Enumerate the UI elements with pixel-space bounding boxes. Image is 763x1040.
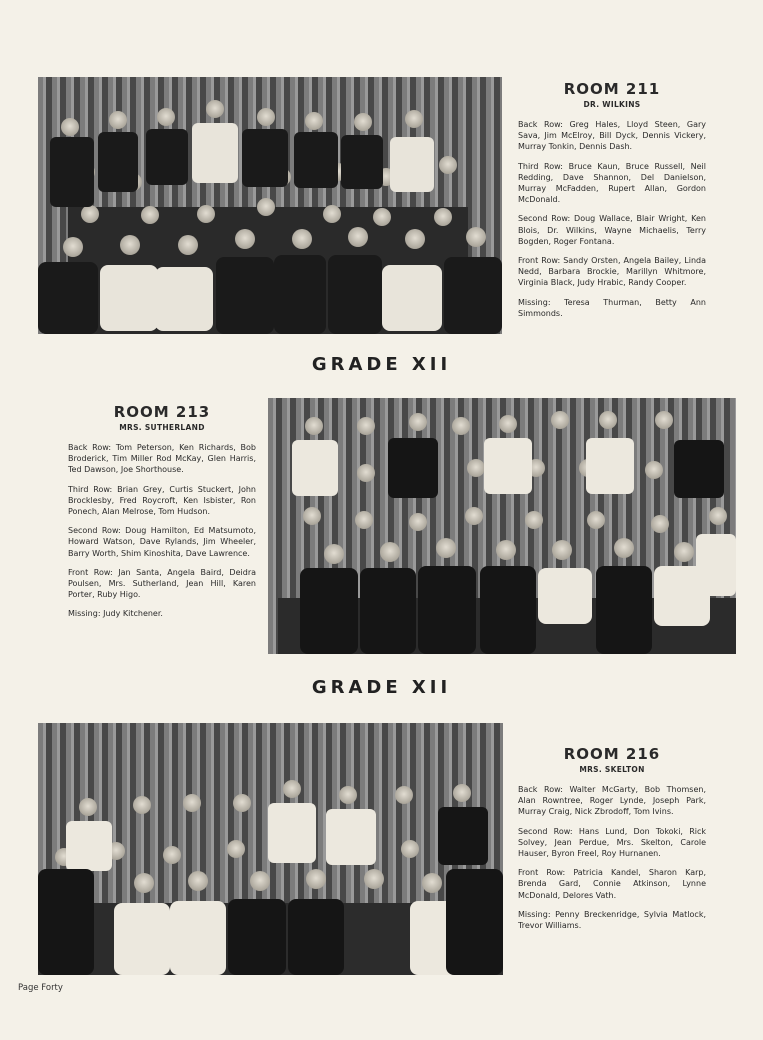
teacher-name: MRS. SKELTON	[579, 765, 645, 774]
row-list	[518, 255, 706, 289]
row-names: Doug Hamilton, Ed Matsumoto, Howard Watson, Dave Rylands, Jim Wheeler, Barry Worth, Shim Kinoshita, Dave Lawrence.	[68, 526, 256, 558]
row-names: Tom Peterson, Ken Richards, Bob Broderick, Tim Miller Rod McKay, Glen Harris, Ted Dawson, Joe Shorthouse.	[68, 443, 257, 475]
row-list	[68, 484, 256, 518]
row-label: Missing:	[68, 609, 101, 619]
teacher-name: DR. WILKINS	[583, 100, 641, 109]
row-names: Judy Kitchener.	[103, 609, 163, 619]
row-list	[518, 297, 706, 319]
caption-room-213	[68, 403, 256, 628]
row-label: Missing:	[518, 297, 551, 307]
grade-heading: GRADE XII	[311, 677, 452, 698]
row-label: Back Row:	[68, 443, 112, 452]
row-label: Back Row:	[518, 785, 563, 794]
row-label: Second Row:	[518, 214, 571, 224]
room-title: ROOM 213	[113, 403, 211, 421]
row-names: Teresa Thurman, Betty Ann Simmonds.	[518, 297, 707, 318]
class-photo-room-211	[38, 77, 502, 334]
row-names: Brian Grey, Curtis Stuckert, John Brocklesby, Fred Roycroft, Ken Isbister, Ron Ponech, Alan Melrose, Tom Hudson.	[68, 484, 256, 517]
row-names: Walter McGarty, Bob Thomsen, Alan Rowntree, Roger Lynde, Joseph Park, Murray Craig, Nick Zbrodoff, Tom Ivins.	[518, 785, 707, 817]
row-list	[518, 784, 706, 818]
teacher-name: MRS. SUTHERLAND	[119, 423, 205, 432]
row-list	[68, 608, 256, 619]
row-label: Front Row:	[518, 868, 566, 878]
row-names: Penny Breckenridge, Sylvia Matlock, Trevor Williams.	[518, 909, 707, 931]
row-names: Greg Hales, Lloyd Steen, Gary Sava, Jim McElroy, Bill Dyck, Dennis Vickery, Murray Tonkin, Dennis Dash.	[518, 120, 707, 152]
class-photo-room-216	[38, 723, 503, 975]
row-list	[518, 213, 706, 247]
page-number: Page Forty	[18, 983, 63, 993]
room-title: ROOM 216	[563, 745, 661, 763]
grade-heading: GRADE XII	[311, 354, 452, 375]
row-label: Front Row:	[68, 567, 113, 577]
row-names: Hans Lund, Don Tokoki, Rick Solvey, Jean Perdue, Mrs. Skelton, Carole Hauser, Byron Freel, Roy Hurnanen.	[518, 826, 707, 859]
row-names: Patricia Kandel, Sharon Karp, Brenda Gard, Connie Atkinson, Lynne McDonald, Delores Vath.	[518, 868, 707, 900]
row-label: Third Row:	[518, 161, 563, 171]
room-title: ROOM 211	[563, 80, 661, 98]
caption-room-216	[518, 745, 706, 939]
row-list	[68, 442, 256, 476]
caption-room-211	[518, 80, 706, 327]
row-names: Jan Santa, Angela Baird, Deidra Poulsen, Mrs. Sutherland, Jean Hill, Karen Porter, Ruby Higo.	[68, 567, 257, 600]
row-label: Third Row:	[68, 484, 113, 494]
row-list	[518, 867, 706, 901]
row-label: Second Row:	[68, 526, 121, 536]
row-list	[518, 826, 706, 860]
row-list	[68, 567, 256, 601]
row-list	[68, 525, 256, 559]
row-names: Bruce Kaun, Bruce Russell, Neil Redding, Dave Shannon, Del Danielson, Murray McFadden, Rupert Allan, Gordon McDonald.	[518, 161, 706, 205]
row-list	[518, 161, 706, 206]
row-label: Front Row:	[518, 256, 561, 266]
row-names: Sandy Orsten, Angela Bailey, Linda Nedd, Barbara Brockie, Marillyn Whitmore, Virginia Black, Judy Hrabic, Randy Cooper.	[518, 256, 706, 288]
class-photo-room-213	[268, 398, 736, 654]
row-list	[518, 119, 706, 153]
row-label: Missing:	[518, 909, 551, 919]
row-list	[518, 909, 706, 931]
row-label: Back Row:	[518, 120, 563, 129]
row-names: Doug Wallace, Blair Wright, Ken Blois, Dr. Wilkins, Wayne Michaelis, Terry Bogden, Roger Fontana.	[518, 214, 706, 246]
row-label: Second Row:	[518, 826, 573, 836]
